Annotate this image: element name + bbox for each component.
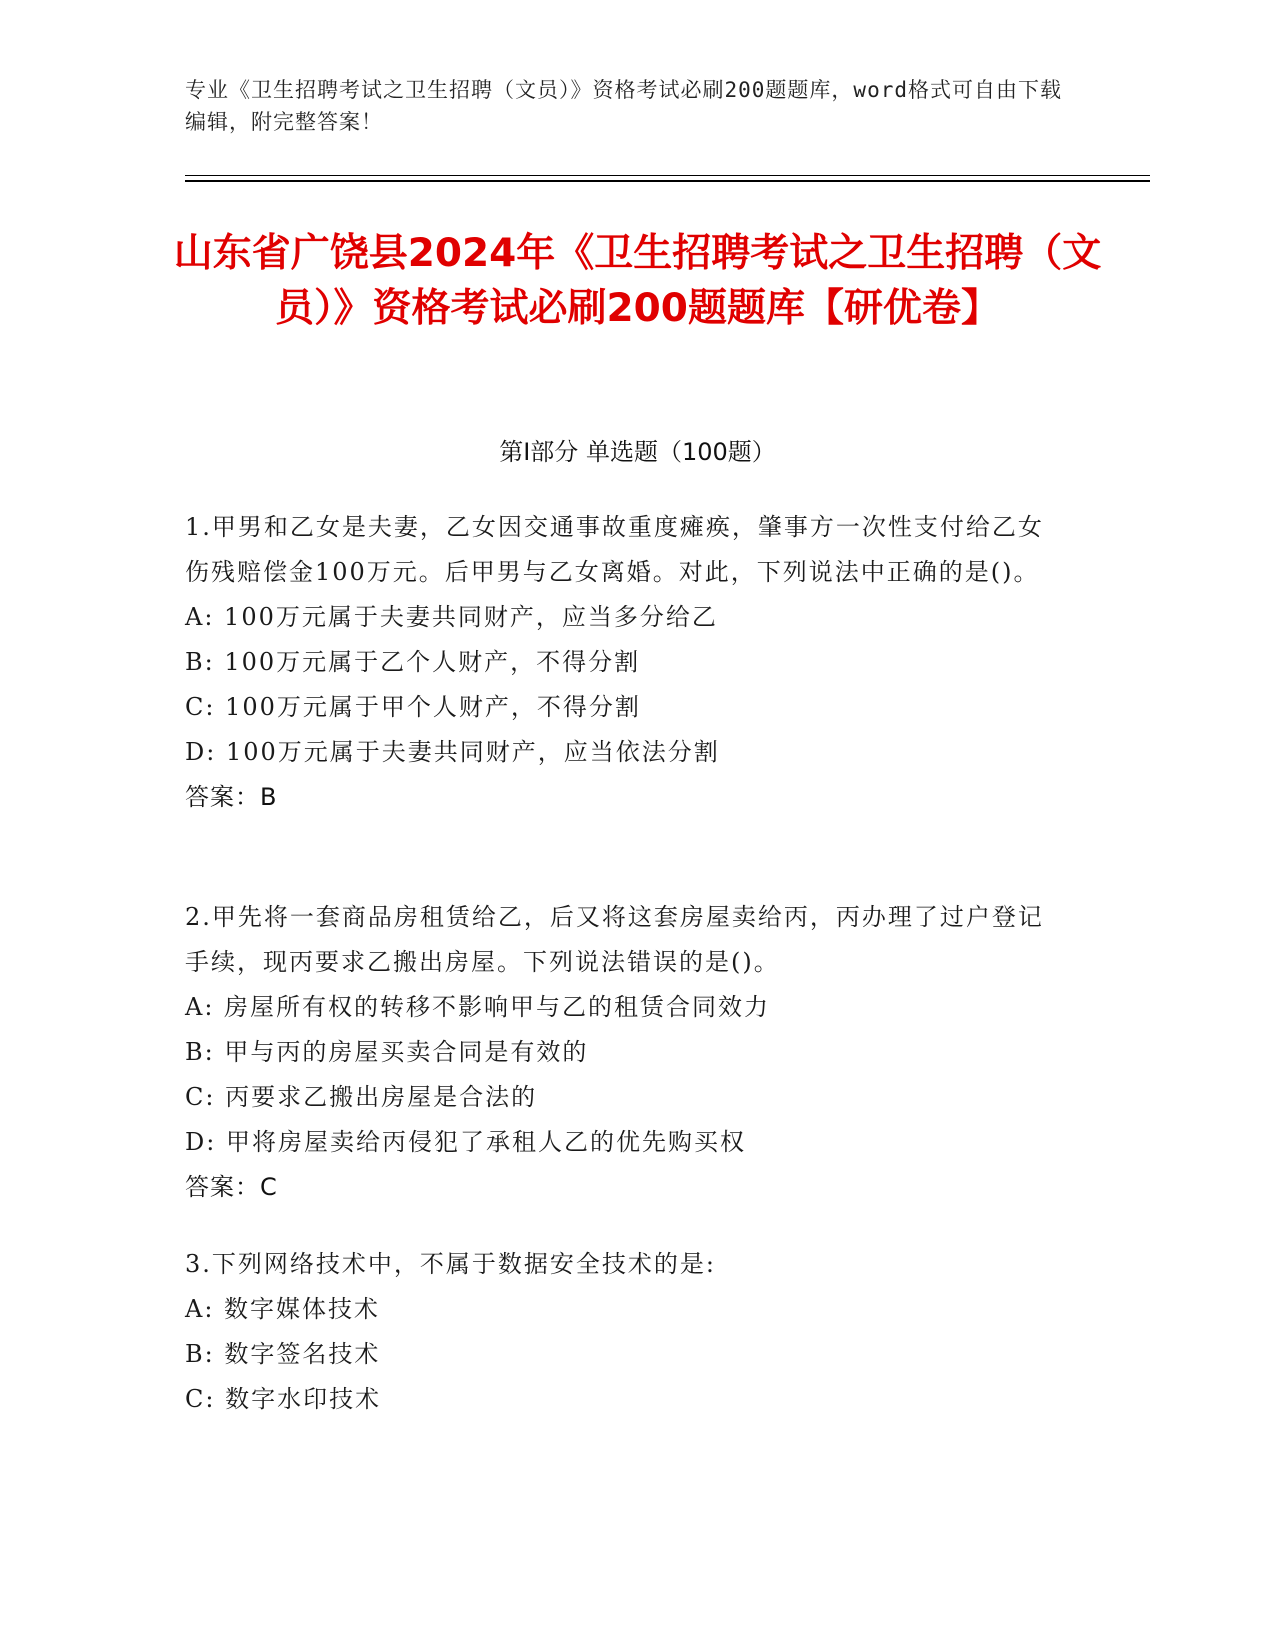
option-a: A: 100万元属于夫妻共同财产，应当多分给乙 [185, 603, 718, 631]
option-c: C: 100万元属于甲个人财产，不得分割 [185, 693, 641, 721]
option-d: D: 甲将房屋卖给丙侵犯了承租人乙的优先购买权 [185, 1128, 746, 1156]
question-stem: 2.甲先将一套商品房租赁给乙，后又将这套房屋卖给丙，丙办理了过户登记手续，现丙要求乙搬出房屋。下列说法错误的是()。 [185, 903, 1044, 976]
question-1 [185, 505, 1065, 820]
option-b: B: 甲与丙的房屋买卖合同是有效的 [185, 1038, 589, 1066]
question-stem: 1.甲男和乙女是夫妻，乙女因交通事故重度瘫痪，肇事方一次性支付给乙女伤残赔偿金100万元。后甲男与乙女离婚。对此，下列说法中正确的是()。 [185, 513, 1044, 586]
option-b: B: 数字签名技术 [185, 1340, 381, 1368]
option-d: D: 100万元属于夫妻共同财产，应当依法分割 [185, 738, 720, 766]
question-2 [185, 895, 1065, 1210]
header-note: 专业《卫生招聘考试之卫生招聘（文员）》资格考试必刷200题题库，word格式可自由下载编辑，附完整答案！ [185, 78, 1062, 134]
answer: 答案：C [185, 1173, 278, 1201]
option-b: B: 100万元属于乙个人财产，不得分割 [185, 648, 641, 676]
option-a: A: 房屋所有权的转移不影响甲与乙的租赁合同效力 [185, 993, 771, 1021]
question-3 [185, 1242, 1065, 1422]
question-stem: 3.下列网络技术中，不属于数据安全技术的是: [185, 1250, 716, 1278]
section-heading: 第I部分 单选题（100题） [499, 438, 776, 466]
header-rule-thick [185, 180, 1150, 182]
option-c: C: 数字水印技术 [185, 1385, 382, 1413]
option-c: C: 丙要求乙搬出房屋是合法的 [185, 1083, 538, 1111]
header-rule-thin [185, 175, 1150, 176]
answer: 答案：B [185, 783, 278, 811]
option-a: A: 数字媒体技术 [185, 1295, 381, 1323]
document-title: 山东省广饶县2024年《卫生招聘考试之卫生招聘（文员）》资格考试必刷200题题库【研优卷】 [173, 231, 1102, 331]
